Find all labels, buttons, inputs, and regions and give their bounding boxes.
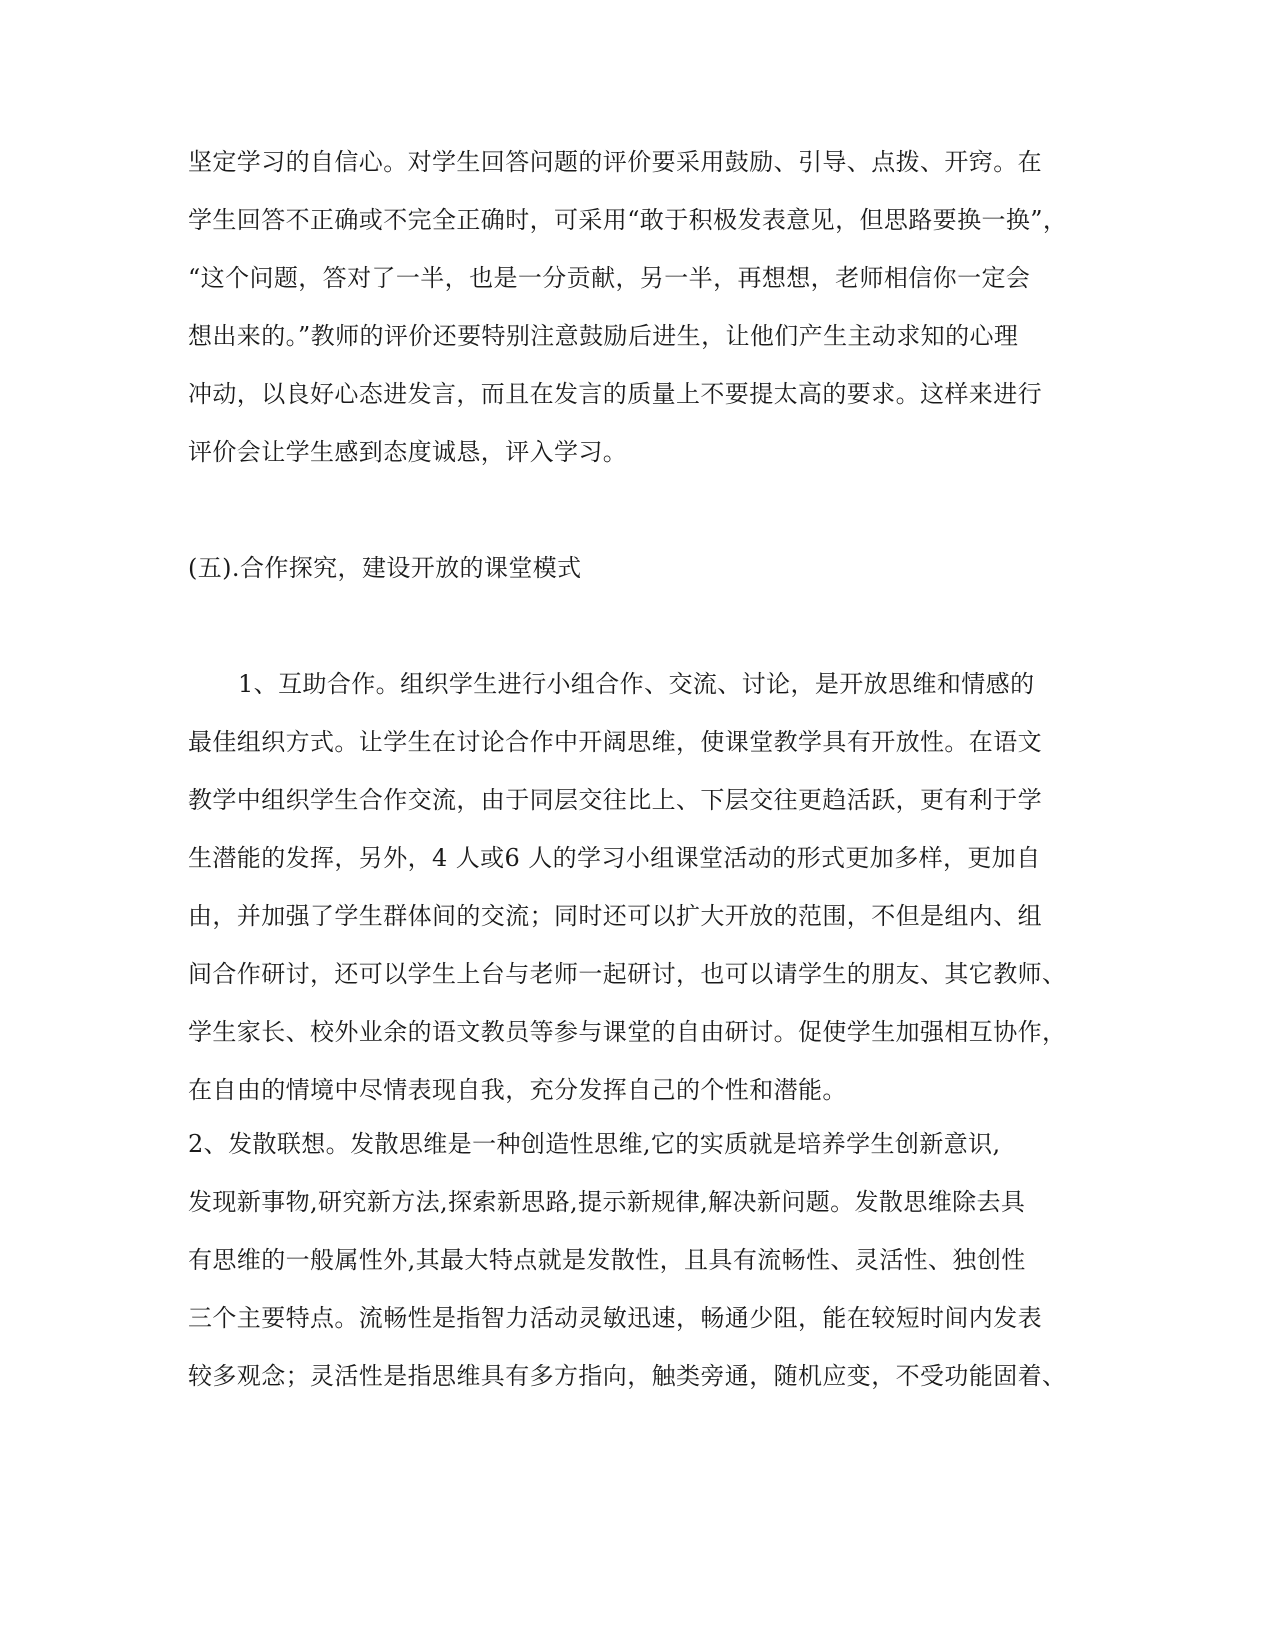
text-line: 有思维的一般属性外,其最大特点就是发散性，且具有流畅性、灵活性、独创性 [188, 1246, 1026, 1274]
text-line: 2、发散联想。发散思维是一种创造性思维,它的实质就是培养学生创新意识, [188, 1130, 1001, 1158]
text-line: 由，并加强了学生群体间的交流；同时还可以扩大开放的范围，不但是组内、组 [188, 902, 1042, 930]
text-line: 想出来的。”教师的评价还要特别注意鼓励后进生，让他们产生主动求知的心理 [188, 322, 1019, 350]
text-line: 学生回答不正确或不完全正确时，可采用“敢于积极发表意见，但思路要换一换”， [188, 206, 1068, 234]
text-line: 最佳组织方式。让学生在讨论合作中开阔思维，使课堂教学具有开放性。在语文 [188, 728, 1042, 756]
text-line: 间合作研讨，还可以学生上台与老师一起研讨，也可以请学生的朋友、其它教师、 [188, 960, 1067, 988]
text-line: 1、互助合作。组织学生进行小组合作、交流、讨论，是开放思维和情感的 [238, 670, 1035, 698]
text-line: 教学中组织学生合作交流，由于同层交往比上、下层交往更趋活跃，更有利于学 [188, 786, 1042, 814]
text-line: 生潜能的发挥，另外，4 人或6 人的学习小组课堂活动的形式更加多样，更加自 [188, 844, 1041, 872]
text-line: 在自由的情境中尽情表现自我，充分发挥自己的个性和潜能。 [188, 1076, 847, 1104]
text-line: “这个问题，答对了一半，也是一分贡献，另一半，再想想，老师相信你一定会 [188, 264, 1031, 292]
text-line: 冲动，以良好心态进发言，而且在发言的质量上不要提太高的要求。这样来进行 [188, 380, 1042, 408]
text-line: 评价会让学生感到态度诚恳，评入学习。 [188, 438, 628, 466]
section-heading: (五).合作探究，建设开放的课堂模式 [188, 554, 582, 582]
text-line: 学生家长、校外业余的语文教员等参与课堂的自由研讨。促使学生加强相互协作， [188, 1018, 1067, 1046]
text-line: 发现新事物,研究新方法,探索新思路,提示新规律,解决新问题。发散思维除去具 [188, 1188, 1026, 1216]
text-line: 较多观念；灵活性是指思维具有多方指向，触类旁通，随机应变，不受功能固着、 [188, 1362, 1067, 1390]
text-line: 坚定学习的自信心。对学生回答问题的评价要采用鼓励、引导、点拨、开窍。在 [188, 148, 1042, 176]
text-line: 三个主要特点。流畅性是指智力活动灵敏迅速，畅通少阻，能在较短时间内发表 [188, 1304, 1042, 1332]
